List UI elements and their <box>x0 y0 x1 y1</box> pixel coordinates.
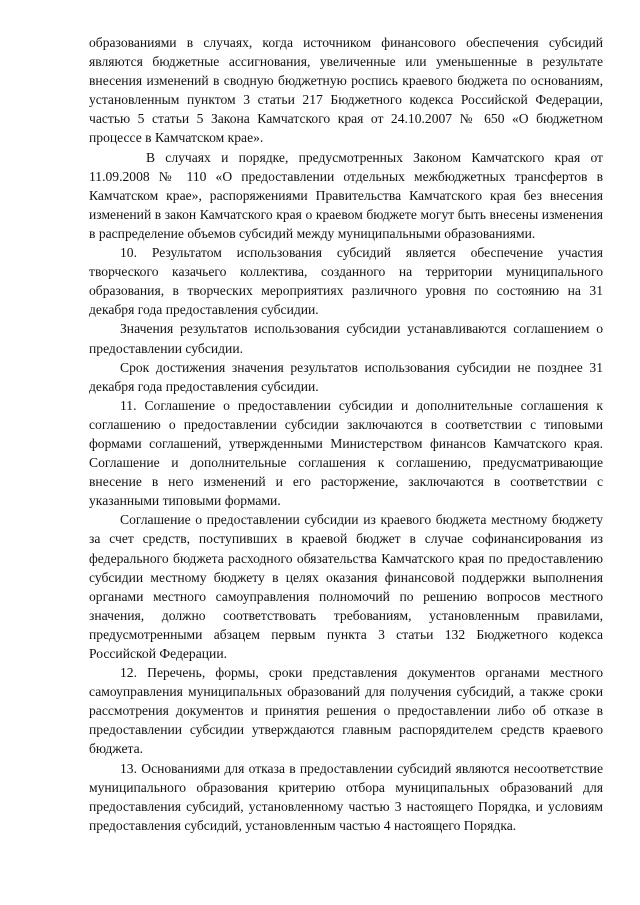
paragraph-item-13: 13. Основаниями для отказа в предоставлении субсидий являются несоответствие муниципального образования критерию отбора муниципальных образований для предоставления субсидий, установленному частью 3 настоящего Порядка, и условиям предоставления субсидий, установленным частью 4 настоящего Порядка. <box>89 760 603 833</box>
paragraph-result-deadline: Срок достижения значения результатов использования субсидии не позднее 31 декабря года предоставления субсидии. <box>89 359 603 394</box>
paragraph-item-11: 11. Соглашение о предоставлении субсидии и дополнительные соглашения к соглашению о предоставлении субсидии заключаются в соответствии с типовыми формами соглашений, утвержденными Министерством финансов Камчатского края. Соглашение и дополнительные соглашения к соглашению, предусматривающие внесение в него изменений и его расторжение, заключаются в соответствии с указанными типовыми формами. <box>89 397 603 509</box>
paragraph-budget-changes: В случаях и порядке, предусмотренных Законом Камчатского края от 11.09.2008 № 110 «О предоставлении отдельных межбюджетных трансфертов в Камчатском крае», распоряжениями Правительства Камчатского края без внесения изменений в закон Камчатского края о краевом бюджете могут быть внесены изменения в распределение объемов субсидий между муниципальными образованиями. <box>89 149 603 241</box>
paragraph-item-12: 12. Перечень, формы, сроки представления документов органами местного самоуправления муниципальных образований для получения субсидий, а также сроки рассмотрения документов и принятия решения о предоставлении либо об отказе в предоставлении субсидии утверждаются главным распорядителем средств краевого бюджета. <box>89 665 603 757</box>
paragraph-agreement-federal: Соглашение о предоставлении субсидии из краевого бюджета местному бюджету за счет средств, поступивших в краевой бюджет в случае софинансирования из федерального бюджета расходного обязательства Камчатского края по предоставлению субсидии местному бюджету в целях оказания финансовой поддержки выполнения органами местного самоуправления полномочий по решению вопросов местного значения, должно соответствовать требованиям, установленным правилами, предусмотренными абзацем первым пункта 3 статьи 132 Бюджетного кодекса Российской Федерации. <box>89 512 603 661</box>
paragraph-result-values: Значения результатов использования субсидии устанавливаются соглашением о предоставлении субсидии. <box>89 321 603 356</box>
paragraph-item-10: 10. Результатом использования субсидий является обеспечение участия творческого казачьего коллектива, созданного на территории муниципального образования, в творческих мероприятиях различного уровня по состоянию на 31 декабря года предоставления субсидии. <box>89 245 603 318</box>
paragraph-continuation: образованиями в случаях, когда источником финансового обеспечения субсидий являются бюджетные ассигнования, увеличенные или уменьшенные в результате внесения изменений в сводную бюджетную роспись краевого бюджета по основаниям, установленным пунктом 3 статьи 217 Бюджетного кодекса Российской Федерации, частью 5 статьи 5 Закона Камчатского края от 24.10.2007 № 650 «О бюджетном процессе в Камчатском крае». <box>89 35 603 146</box>
